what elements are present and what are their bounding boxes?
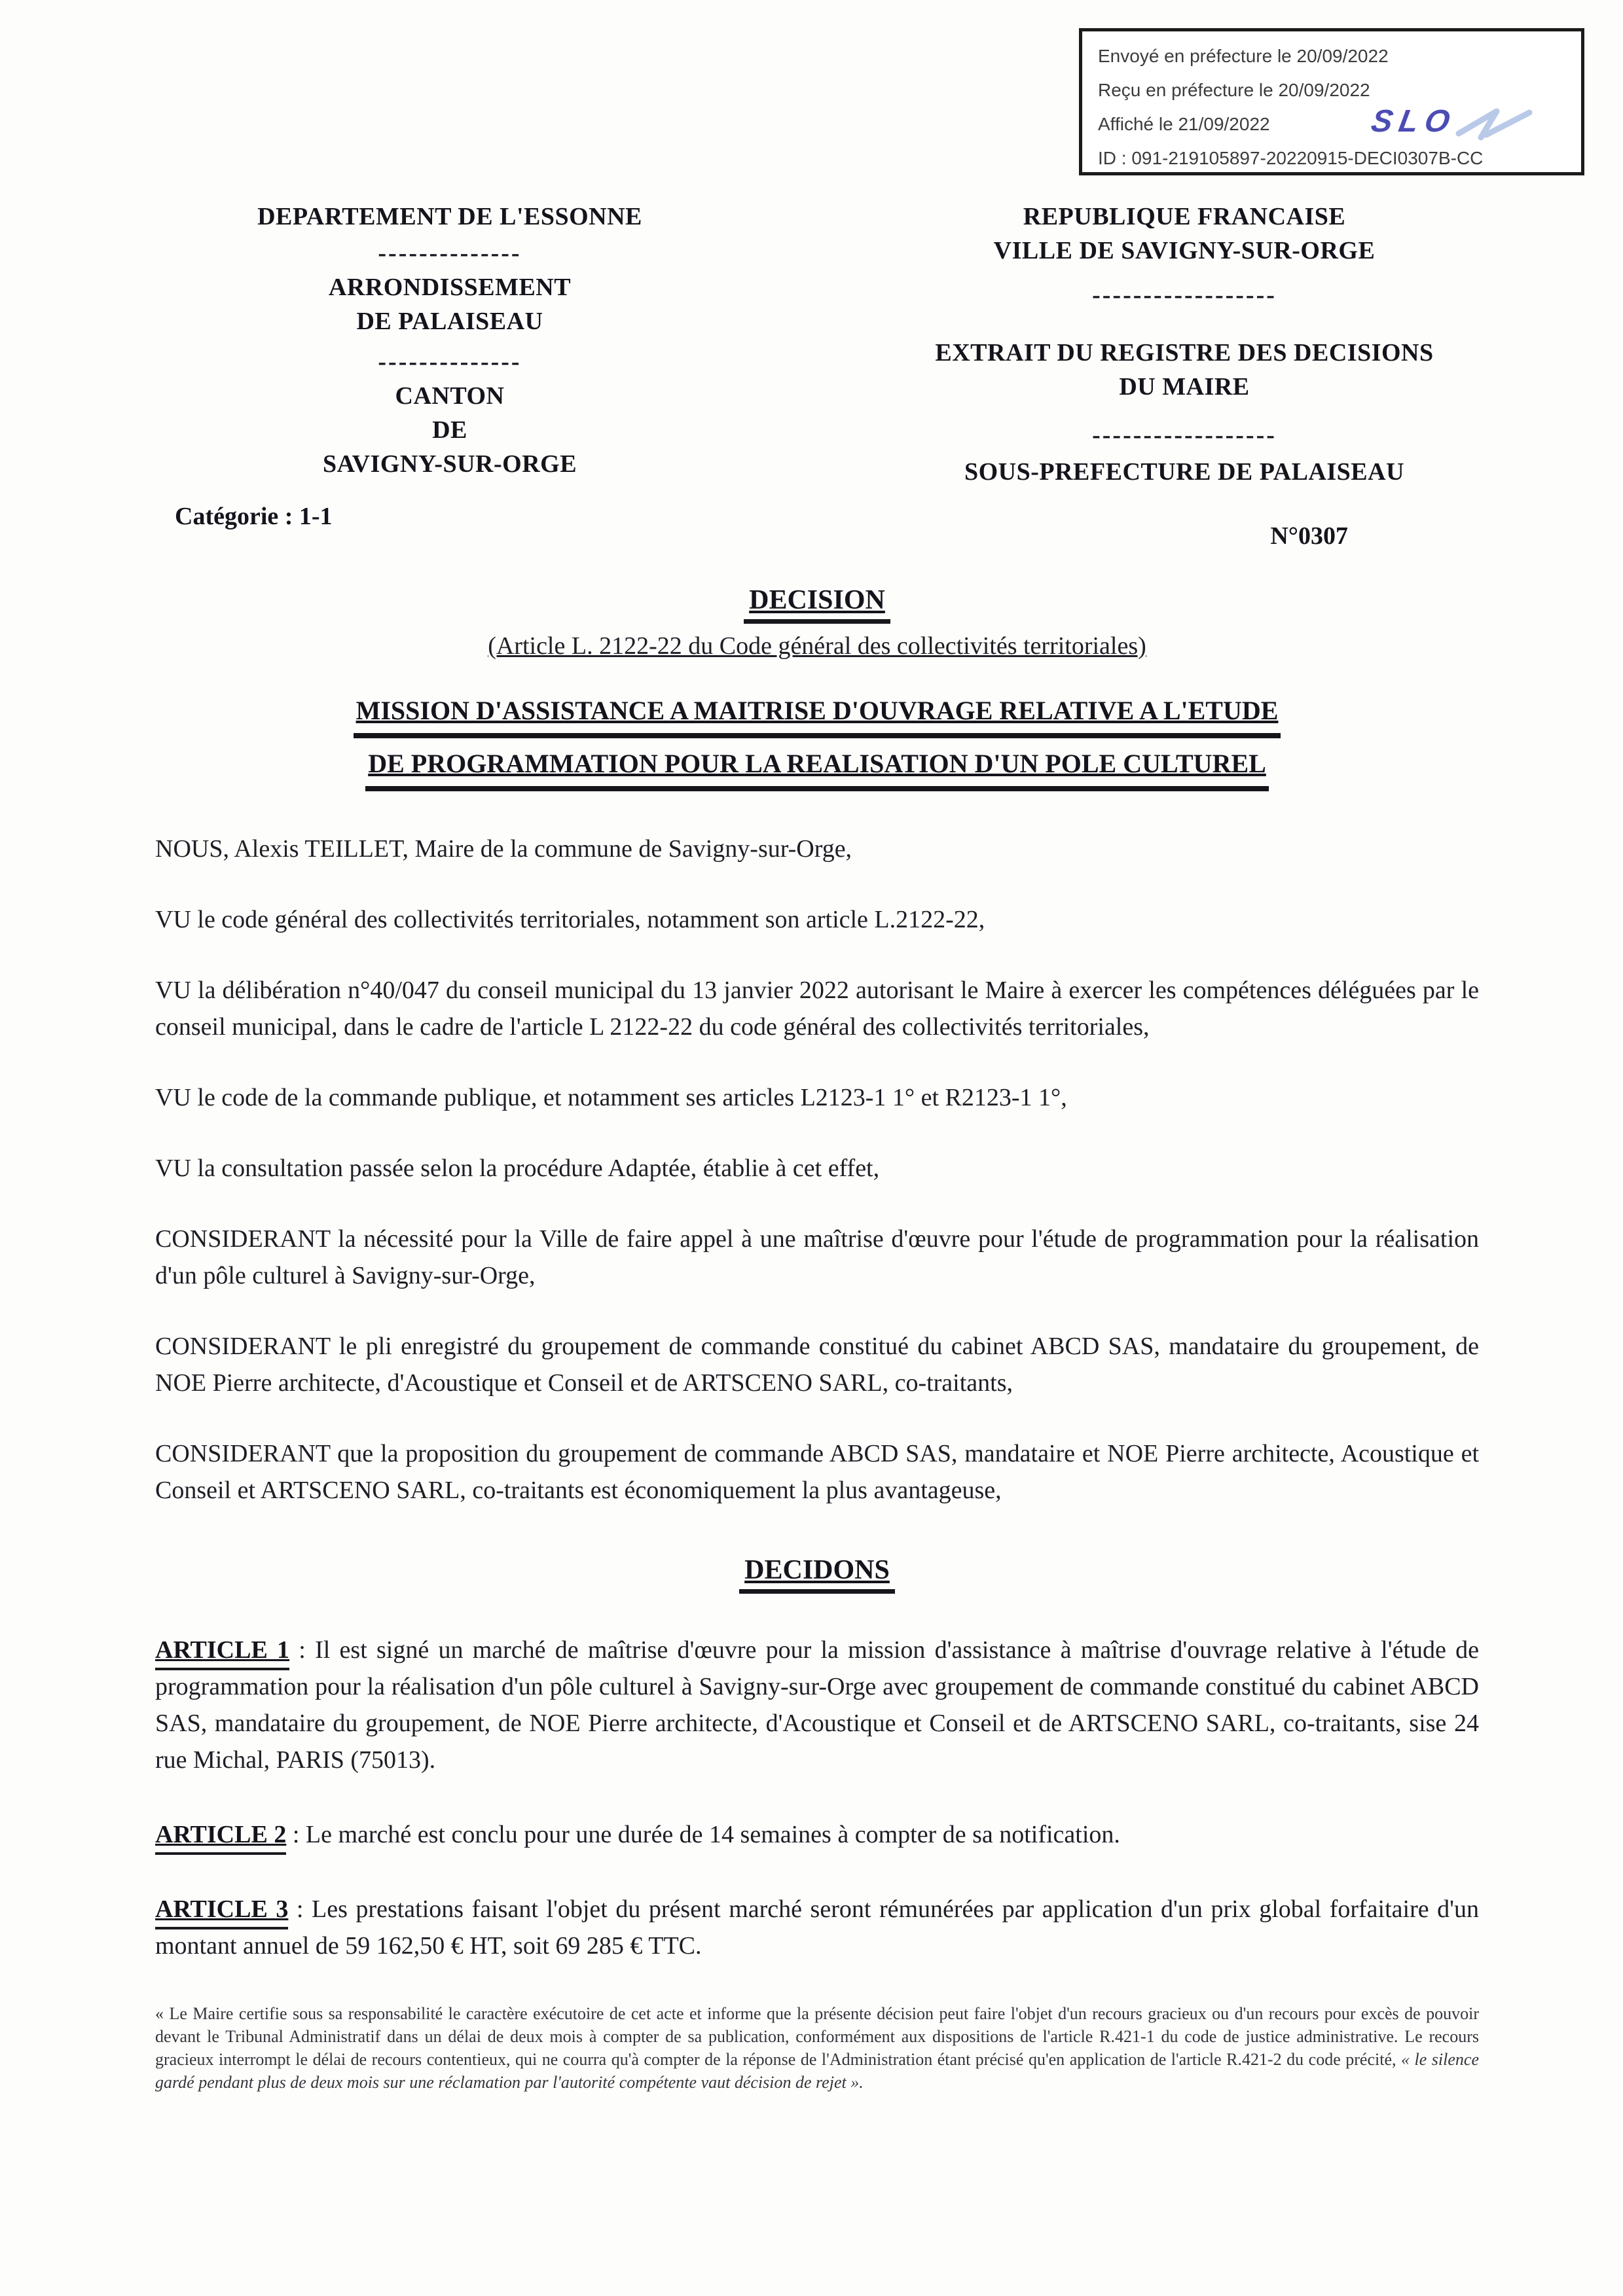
arrondissement-line1: ARRONDISSEMENT — [328, 274, 572, 301]
decidons-heading — [155, 1554, 1479, 1594]
separator-dashes: ------------------ — [1092, 422, 1277, 449]
legal-disclaimer — [155, 2002, 1479, 2094]
letterhead-left — [155, 200, 744, 489]
extrait-line1: EXTRAIT DU REGISTRE DES DECISIONS — [935, 339, 1434, 367]
arrondissement-line2: DE PALAISEAU — [356, 308, 543, 335]
article-1-text: : Il est signé un marché de maîtrise d'œuvre pour la mission d'assistance à maîtrise d'ouvrage relative à l'étude de programmation pour la réalisation d'un pôle culturel à Savigny-sur-Orge avec groupement de commande constitué du cabinet ABCD SAS, mandataire du groupement, de NOE Pierre architecte, d'Acoustique et Conseil et de ARTSCENO SARL, co-traitants, sise 24 rue Michal, PARIS (75013). — [155, 1636, 1479, 1774]
document-content — [155, 200, 1479, 2111]
stamp-sent-line: Envoyé en préfecture le 20/09/2022 — [1098, 46, 1389, 66]
paragraph-intro: NOUS, Alexis TEILLET, Maire de la commune de Savigny-sur-Orge, — [155, 835, 852, 863]
sous-prefecture-line: SOUS-PREFECTURE DE PALAISEAU — [964, 458, 1405, 486]
paragraph-considerant-1: CONSIDERANT la nécessité pour la Ville de faire appel à une maîtrise d'œuvre pour l'étude de programmation pour la réalisation d'un pôle culturel à Savigny-sur-Orge, — [155, 1225, 1479, 1289]
canton-line2: DE — [432, 416, 467, 444]
article-1-label: ARTICLE 1 — [155, 1636, 289, 1670]
mission-title — [155, 691, 1479, 797]
decidons-heading-text: DECIDONS — [739, 1554, 895, 1594]
stamp-received-line: Reçu en préfecture le 20/09/2022 — [1098, 80, 1370, 100]
decision-heading-text: DECISION — [744, 584, 890, 624]
paragraph-vu-4: VU la consultation passée selon la procédure Adaptée, établie à cet effet, — [155, 1155, 880, 1182]
legal-disclaimer-main: « Le Maire certifie sous sa responsabilité le caractère exécutoire de cet acte et informe que la présente décision peut faire l'objet d'un recours gracieux ou d'un recours pour excès de pouvoir devant le Tribunal Administratif dans un délai de deux mois à compter de sa publication, conformément aux dispositions de l'article R.421-1 du code de justice administrative. Le recours gracieux interrompt le délai de recours contentieux, qui ne courra qu'à compter de la réponse de l'Administration étant précisé qu'en application de l'article R.421-2 du code précité, — [155, 2004, 1479, 2069]
article-2-label: ARTICLE 2 — [155, 1821, 286, 1855]
separator-dashes: -------------- — [378, 240, 522, 267]
category-label: Catégorie : 1-1 — [175, 503, 333, 530]
republique-line: REPUBLIQUE FRANCAISE — [1023, 203, 1346, 230]
stamp-id-line: ID : 091-219105897-20220915-DECI0307B-CC — [1098, 148, 1484, 168]
ville-line: VILLE DE SAVIGNY-SUR-ORGE — [993, 237, 1376, 264]
legal-disclaimer-italic: « le silence gardé pendant plus de deux mois sur une réclamation par l'autorité compétente vaut décision de rejet ». — [155, 2050, 1479, 2092]
article-3-label: ARTICLE 3 — [155, 1895, 288, 1929]
letterhead-right — [890, 200, 1479, 489]
canton-line3: SAVIGNY-SUR-ORGE — [322, 450, 577, 478]
paragraph-considerant-2: CONSIDERANT le pli enregistré du groupement de commande constitué du cabinet ABCD SAS, mandataire du groupement, de NOE Pierre architecte, d'Acoustique et Conseil et de ARTSCENO SARL, co-traitants, — [155, 1333, 1479, 1397]
decision-number: N°0307 — [1270, 522, 1348, 550]
slo-logo-text: SLO — [1368, 104, 1459, 139]
article-3-text: : Les prestations faisant l'objet du présent marché seront rémunérées par application d'un prix global forfaitaire d'un montant annuel de 59 162,50 € HT, soit 69 285 € TTC. — [155, 1895, 1480, 1960]
separator-dashes: -------------- — [378, 348, 522, 376]
department-line: DEPARTEMENT DE L'ESSONNE — [257, 203, 642, 230]
paragraph-considerant-3: CONSIDERANT que la proposition du groupement de commande ABCD SAS, mandataire et NOE Pierre architecte, Acoustique et Conseil et ARTSCENO SARL, co-traitants est économiquement la plus avantageuse, — [155, 1440, 1479, 1504]
decision-heading — [155, 584, 1479, 624]
canton-line1: CANTON — [395, 382, 505, 410]
mission-title-line1: MISSION D'ASSISTANCE A MAITRISE D'OUVRAGE RELATIVE A L'ETUDE — [354, 691, 1281, 738]
extrait-line2: DU MAIRE — [1119, 373, 1250, 401]
paragraph-vu-3: VU le code de la commande publique, et notamment ses articles L2123-1 1° et R2123-1 1°, — [155, 1084, 1067, 1111]
paragraph-article-2 — [155, 1816, 1479, 1853]
legal-reference — [155, 632, 1479, 660]
separator-dashes: ------------------ — [1092, 281, 1277, 309]
prefecture-stamp — [1079, 28, 1584, 175]
meta-row — [155, 502, 1479, 550]
stamp-posted-line: Affiché le 21/09/2022 — [1098, 114, 1270, 134]
paragraph-article-1 — [155, 1632, 1479, 1778]
paragraph-article-3 — [155, 1891, 1479, 1964]
paragraph-vu-2: VU la délibération n°40/047 du conseil municipal du 13 janvier 2022 autorisant le Maire à exercer les compétences déléguées par le conseil municipal, dans le cadre de l'article L 2122-22 du code général des collectivités territoriales, — [155, 977, 1479, 1041]
letterhead — [155, 200, 1479, 489]
article-2-text: : Le marché est conclu pour une durée de 14 semaines à compter de sa notification. — [286, 1821, 1120, 1848]
mission-title-line2: DE PROGRAMMATION POUR LA REALISATION D'UN POLE CULTUREL — [365, 744, 1269, 791]
legal-reference-text: (Article L. 2122-22 du Code général des collectivités territoriales) — [488, 632, 1146, 660]
paragraph-vu-1: VU le code général des collectivités territoriales, notamment son article L.2122-22, — [155, 906, 985, 933]
